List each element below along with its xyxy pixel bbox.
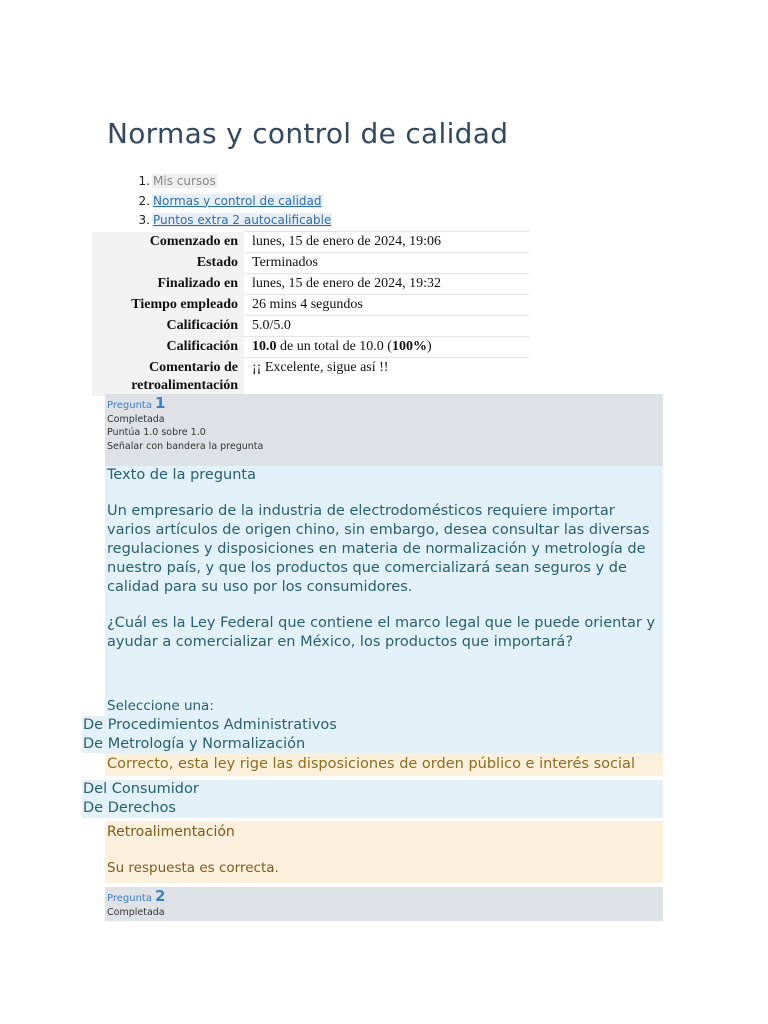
select-one-prompt: Seleccione una:	[107, 698, 214, 714]
summary-value: 5.0/5.0	[244, 316, 529, 337]
summary-label: Comentario de retroalimentación	[92, 358, 244, 396]
breadcrumb-item-3: 3. Puntos extra 2 autocalificable	[138, 213, 332, 227]
breadcrumb-course-link[interactable]: Normas y control de calidad	[153, 193, 322, 208]
breadcrumb-my-courses-link[interactable]: Mis cursos	[153, 174, 216, 188]
summary-value: Terminados	[244, 253, 529, 274]
summary-label: Finalizado en	[92, 274, 244, 295]
summary-label: Calificación	[92, 316, 244, 337]
breadcrumb-quiz-link[interactable]: Puntos extra 2 autocalificable	[153, 213, 332, 227]
question-number: 1	[155, 394, 166, 412]
summary-label: Comenzado en	[92, 232, 244, 253]
summary-label: Calificación	[92, 337, 244, 358]
question-number: 2	[155, 887, 166, 905]
flag-question-link[interactable]: Señalar con bandera la pregunta	[107, 440, 264, 452]
page-title: Normas y control de calidad	[107, 117, 509, 150]
summary-value: 10.0 de un total de 10.0 (100%)	[244, 337, 529, 358]
question-heading: Texto de la pregunta	[107, 467, 256, 483]
answer-option-3[interactable]	[82, 780, 663, 799]
grade-score: 10.0	[252, 339, 277, 354]
breadcrumb	[138, 172, 332, 231]
summary-value: 26 mins 4 segundos	[244, 295, 529, 316]
question-status: Completada	[107, 413, 165, 425]
attempt-summary-table	[92, 231, 529, 396]
option-specific-feedback: Correcto, esta ley rige las disposiciones de orden público e interés social	[105, 753, 663, 776]
question-paragraph-2: ¿Cuál es la Ley Federal que contiene el marco legal que le puede orientar y ayudar a comercializar en México, los productos que importará?	[107, 615, 656, 650]
summary-row-feedback	[92, 358, 529, 396]
breadcrumb-item-1: 1. Mis cursos	[138, 174, 216, 188]
grade-percent: 100%	[391, 339, 427, 354]
question-1-info	[105, 394, 663, 466]
general-feedback-panel	[105, 821, 663, 883]
summary-row-started	[92, 232, 529, 253]
breadcrumb-item-2: 2. Normas y control de calidad	[138, 193, 322, 208]
summary-row-state	[92, 253, 529, 274]
answer-option-label[interactable]: Del Consumidor	[83, 781, 199, 797]
summary-row-finished	[92, 274, 529, 295]
summary-value: lunes, 15 de enero de 2024, 19:06	[244, 232, 529, 253]
question-score: Puntúa 1.0 sobre 1.0	[107, 427, 206, 438]
question-paragraph-1: Un empresario de la industria de electrodomésticos requiere importar varios artículos de origen chino, sin embargo, desea consultar las diversas regulaciones y disposiciones en materia de normalización y metrología de nuestro país, y que los productos que comercializará sean seguros y de calidad para su uso por los consumidores.	[107, 503, 650, 595]
question-label: Pregunta	[107, 893, 152, 904]
answer-option-label[interactable]: De Procedimientos Administrativos	[83, 717, 337, 733]
feedback-text: Su respuesta es correcta.	[107, 860, 279, 876]
summary-row-grade	[92, 337, 529, 358]
summary-label: Tiempo empleado	[92, 295, 244, 316]
feedback-title: Retroalimentación	[107, 824, 235, 840]
summary-value: ¡¡ Excelente, sigue así !!	[244, 358, 529, 396]
answer-option-label[interactable]: De Derechos	[83, 800, 176, 816]
answer-option-1[interactable]	[82, 716, 663, 735]
question-status: Completada	[107, 906, 165, 918]
answer-option-2[interactable]	[82, 735, 663, 753]
answer-option-4[interactable]	[82, 799, 663, 818]
summary-label: Estado	[92, 253, 244, 274]
summary-row-marks	[92, 316, 529, 337]
question-label: Pregunta	[107, 400, 152, 411]
answer-option-label[interactable]: De Metrología y Normalización	[83, 736, 306, 752]
summary-row-time	[92, 295, 529, 316]
summary-value: lunes, 15 de enero de 2024, 19:32	[244, 274, 529, 295]
question-2-info	[105, 887, 663, 921]
